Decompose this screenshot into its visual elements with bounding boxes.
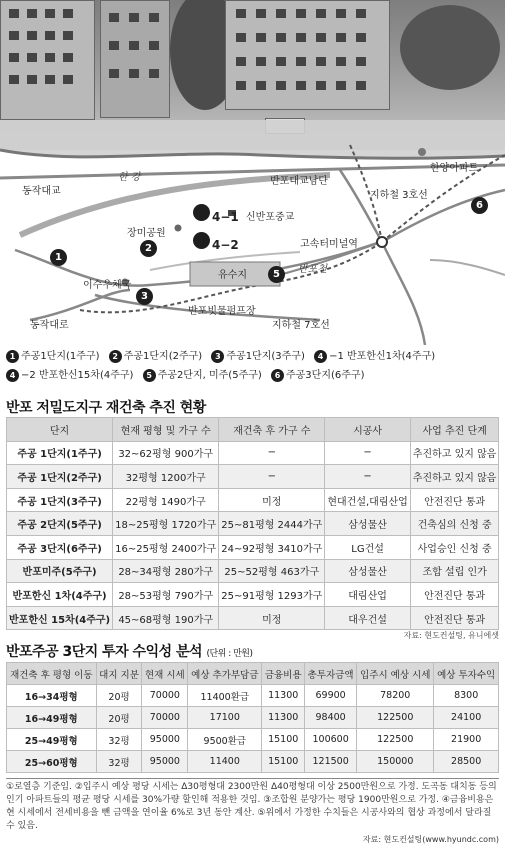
footnotes [6, 778, 499, 846]
column-header: 현재 시세 [142, 663, 188, 685]
footnote-text: ①로열층 기준임. ②입주시 예상 평당 시세는 Δ30평형대 2300만원 Δ40평형대 이상 2500만원으로 가정. 도곡동 대치동 등의 인기 아파트들의 평균 평당 시세를 30%가량 할인해 적용한 것임. ③조합원 분양가는 평당 1900만원으로 가정. ④금융비용은 현 시세에서 전세비용을 뺀 금액을 연이율 6%로 3년 동안 계산. ⑤위에서 가정한 수치들은 시공사와의 협상 과정에서 달라질 수 있음. [6, 782, 497, 831]
table-cell: 16→34평형 [7, 685, 97, 707]
table-cell: 25~91평형 1293가구 [219, 583, 325, 607]
table-cell: 주공 1단지(3주구) [7, 488, 113, 512]
table-cell: 주공 1단지(1주구) [7, 441, 113, 465]
table-header-row [7, 418, 499, 442]
table-cell: − [219, 465, 325, 489]
table-cell: 78200 [357, 685, 434, 707]
footnote-source: 자료: 현도컨설팅(www.hyundc.com) [362, 835, 499, 844]
table-cell: 8300 [434, 685, 499, 707]
table-cell: 17100 [188, 707, 262, 729]
table-cell: 100600 [305, 729, 357, 751]
table-cell: 11400환급 [188, 685, 262, 707]
table-header-row [7, 663, 499, 685]
table-cell: 95000 [142, 729, 188, 751]
table-row [7, 512, 499, 536]
table-cell: 45~68평형 190가구 [113, 606, 219, 630]
column-header: 금융비용 [262, 663, 305, 685]
table-cell: LG건설 [325, 535, 410, 559]
table-cell: 69900 [305, 685, 357, 707]
table-cell: 추진하고 있지 않음 [410, 441, 499, 465]
map-marker-4-1: 4−1 [193, 204, 239, 224]
legend-item: 4 −2 반포한신15차(4주구) [6, 366, 133, 385]
map-label-dongjak-bridge: 동작대교 [22, 186, 61, 197]
map-label-line7: 지하철 7호선 [272, 320, 330, 331]
table-cell: 25→49평형 [7, 729, 97, 751]
map-label-banpo-bridge: 반포대교남단 [270, 176, 328, 187]
column-header: 예상 추가부담금 [188, 663, 262, 685]
table-row [7, 606, 499, 630]
table-cell: 주공 3단지(6주구) [7, 535, 113, 559]
table-cell: 150000 [357, 751, 434, 773]
table1-source: 자료: 현도컨설팅, 유니에셋 [403, 631, 499, 640]
table1-title: 반포 저밀도지구 재건축 추진 현황 [6, 400, 206, 416]
table-row [7, 465, 499, 489]
legend-item: 6 주공3단지(6주구) [271, 366, 365, 385]
table-cell: 현대건설,대림산업 [325, 488, 410, 512]
table-cell: 안전진단 통과 [410, 583, 499, 607]
table-cell: 16~25평형 2400가구 [113, 535, 219, 559]
column-header: 입주시 예상 시세 [357, 663, 434, 685]
table-cell: 25~52평형 463가구 [219, 559, 325, 583]
map-marker-3: 3 [136, 288, 153, 305]
table-cell: 안전진단 통과 [410, 606, 499, 630]
legend-item: 3 주공1단지(3주구) [211, 347, 305, 366]
legend-item: 5 주공2단지, 미주(5주구) [143, 366, 262, 385]
table-cell: 반포미주(5주구) [7, 559, 113, 583]
table-row [7, 441, 499, 465]
map-marker-6: 6 [471, 197, 488, 214]
table-cell: 22평형 1490가구 [113, 488, 219, 512]
table-cell: − [219, 441, 325, 465]
column-header: 현재 평형 및 가구 수 [113, 418, 219, 442]
table-cell: 미정 [219, 606, 325, 630]
map-label-pump-station: 반포빗물펌프장 [188, 306, 256, 317]
legend-item: 4 −1 반포한신1차(4주구) [314, 347, 435, 366]
table-cell: 122500 [357, 729, 434, 751]
map-label-post-office: 이수우체국 [83, 280, 132, 291]
table-cell: 70000 [142, 685, 188, 707]
table-cell: 98400 [305, 707, 357, 729]
table-cell: 15100 [262, 751, 305, 773]
table-cell: 70000 [142, 707, 188, 729]
table-cell: 32평형 1200가구 [113, 465, 219, 489]
map-label-line3: 지하철 3호선 [370, 190, 428, 201]
table-cell: 32평 [96, 729, 142, 751]
table-cell: 삼성물산 [325, 512, 410, 536]
table2-title: 반포주공 3단지 투자 수익성 분석 (단위 : 만원) [6, 644, 253, 660]
table-cell: 건축심의 신청 중 [410, 512, 499, 536]
map-marker-5: 5 [268, 266, 285, 283]
table-cell: 삼성물산 [325, 559, 410, 583]
table-cell: 24100 [434, 707, 499, 729]
table-cell: 주공 1단지(2주구) [7, 465, 113, 489]
table-cell: 11400 [188, 751, 262, 773]
table-cell: 반포한신 15차(4주구) [7, 606, 113, 630]
table-cell: 24~92평형 3410가구 [219, 535, 325, 559]
table-cell: 28~53평형 790가구 [113, 583, 219, 607]
column-header: 단지 [7, 418, 113, 442]
table-cell: 18~25평형 1720가구 [113, 512, 219, 536]
table-cell: 주공 2단지(5주구) [7, 512, 113, 536]
reconstruction-status-table [6, 417, 499, 630]
table-row [7, 488, 499, 512]
legend-item: 1 주공1단지(1주구) [6, 347, 100, 366]
table-cell: 추진하고 있지 않음 [410, 465, 499, 489]
table-cell: 32~62평형 900가구 [113, 441, 219, 465]
column-header: 재건축 후 평형 이동 [7, 663, 97, 685]
table-cell: 21900 [434, 729, 499, 751]
table-cell: 25→60평형 [7, 751, 97, 773]
table-cell: 15100 [262, 729, 305, 751]
table-cell: 28500 [434, 751, 499, 773]
table-cell: − [325, 465, 410, 489]
table-cell: 32평 [96, 751, 142, 773]
map-legend [6, 347, 501, 385]
table-cell: 25~81평형 2444가구 [219, 512, 325, 536]
investment-return-table [6, 662, 499, 773]
table-cell: 안전진단 통과 [410, 488, 499, 512]
table-cell: 122500 [357, 707, 434, 729]
table-cell: 9500환급 [188, 729, 262, 751]
column-header: 예상 투자수익 [434, 663, 499, 685]
column-header: 시공사 [325, 418, 410, 442]
table-cell: 16→49평형 [7, 707, 97, 729]
table-cell: 20평 [96, 707, 142, 729]
table-cell: 미정 [219, 488, 325, 512]
table-cell: 95000 [142, 751, 188, 773]
legend-item: 2 주공1단지(2주구) [109, 347, 203, 366]
table-row [7, 559, 499, 583]
table-cell: 사업승인 신청 중 [410, 535, 499, 559]
table-row [7, 535, 499, 559]
table-row [7, 729, 499, 751]
table-cell: 11300 [262, 685, 305, 707]
column-header: 사업 추진 단계 [410, 418, 499, 442]
table-row [7, 707, 499, 729]
map-label-hanyang-apt: 한양아파트 [430, 163, 479, 174]
column-header: 재건축 후 가구 수 [219, 418, 325, 442]
map-marker-2: 2 [140, 240, 157, 257]
location-map [0, 120, 505, 345]
table-row [7, 583, 499, 607]
table-cell: 대림산업 [325, 583, 410, 607]
table-cell: − [325, 441, 410, 465]
map-label-jangmi-park: 장미공원 [127, 228, 166, 239]
table-cell: 조합 설립 인가 [410, 559, 499, 583]
table-cell: 20평 [96, 685, 142, 707]
map-marker-1: 1 [50, 249, 67, 266]
map-label-dongjak-road: 동작대로 [30, 320, 69, 331]
column-header: 대지 지분 [96, 663, 142, 685]
map-label-terminal: 고속터미널역 [300, 239, 358, 250]
table-cell: 121500 [305, 751, 357, 773]
table-cell: 반포한신 1차(4주구) [7, 583, 113, 607]
map-label-stream: 반포천 [298, 264, 327, 275]
table-row [7, 751, 499, 773]
map-label-reservoir: 유수지 [218, 270, 247, 281]
map-label-river: 한 강 [118, 172, 141, 183]
table-cell: 28~34평형 280가구 [113, 559, 219, 583]
column-header: 총투자금액 [305, 663, 357, 685]
table-cell: 대우건설 [325, 606, 410, 630]
table-cell: 11300 [262, 707, 305, 729]
map-label-school: 신반포중교 [246, 212, 295, 223]
table-row [7, 685, 499, 707]
map-marker-4-2: 4−2 [193, 232, 239, 252]
